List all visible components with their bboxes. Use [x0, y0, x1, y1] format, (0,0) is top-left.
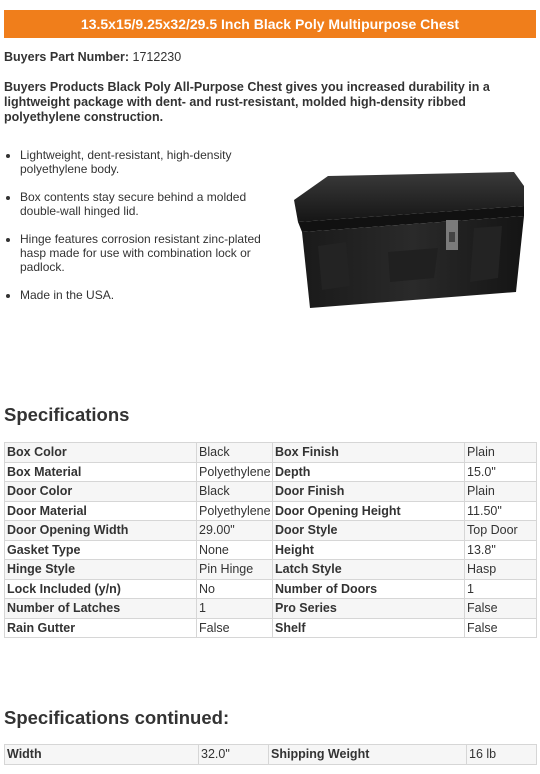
- spec-label: Door Color: [5, 482, 197, 502]
- spec-label: Shipping Weight: [269, 745, 467, 765]
- spec-value: Plain: [465, 443, 537, 463]
- table-row: [5, 560, 537, 580]
- spec-value: 32.0": [199, 745, 269, 765]
- spec-label: Depth: [273, 462, 465, 482]
- spec-label: Lock Included (y/n): [5, 579, 197, 599]
- spec-value: 11.50": [465, 501, 537, 521]
- feature-item: • Hinge features corrosion resistant zinc-plated hasp made for use with combination lock or padlock.: [20, 232, 280, 274]
- product-title: 13.5x15/9.25x32/29.5 Inch Black Poly Multipurpose Chest: [80, 16, 460, 32]
- spec-value: Hasp: [465, 560, 537, 580]
- spec-value: False: [197, 618, 273, 638]
- spec-label: Door Opening Width: [5, 521, 197, 541]
- spec-value: 1: [465, 579, 537, 599]
- table-row: [5, 599, 537, 619]
- spec-label: Gasket Type: [5, 540, 197, 560]
- table-row: [5, 482, 537, 502]
- spec-label: Box Finish: [273, 443, 465, 463]
- spec-label: Number of Doors: [273, 579, 465, 599]
- spec-label: Door Material: [5, 501, 197, 521]
- feature-list: [4, 148, 280, 316]
- spec-label: Box Material: [5, 462, 197, 482]
- spec-value: 16 lb: [467, 745, 537, 765]
- spec-value: None: [197, 540, 273, 560]
- spec-value: Pin Hinge: [197, 560, 273, 580]
- feature-item: • Made in the USA.: [20, 288, 280, 302]
- spec-label: Pro Series: [273, 599, 465, 619]
- spec-value: Plain: [465, 482, 537, 502]
- specifications-continued-heading: Specifications continued:: [4, 707, 230, 728]
- table-row: [5, 462, 537, 482]
- spec-value: Black: [197, 443, 273, 463]
- spec-value: False: [465, 618, 537, 638]
- spec-label: Door Opening Height: [273, 501, 465, 521]
- spec-value: Black: [197, 482, 273, 502]
- spec-value: No: [197, 579, 273, 599]
- table-row: [5, 443, 537, 463]
- spec-label: Width: [5, 745, 199, 765]
- spec-label: Hinge Style: [5, 560, 197, 580]
- spec-label: Box Color: [5, 443, 197, 463]
- spec-value: Polyethylene: [197, 462, 273, 482]
- table-row: [5, 618, 537, 638]
- product-image: [288, 166, 528, 316]
- part-number-label: Buyers Part Number:: [4, 50, 130, 64]
- spec-label: Door Finish: [273, 482, 465, 502]
- product-description: Buyers Products Black Poly All-Purpose Chest gives you increased durability in a lightweight package with dent- and rust-resistant, molded high-density ribbed polyethylene construction.: [4, 80, 490, 124]
- spec-label: Height: [273, 540, 465, 560]
- specifications-heading: Specifications: [4, 404, 130, 425]
- spec-value: 1: [197, 599, 273, 619]
- spec-value: 15.0": [465, 462, 537, 482]
- table-row: [5, 745, 537, 765]
- spec-value: 13.8": [465, 540, 537, 560]
- spec-value: Top Door: [465, 521, 537, 541]
- spec-value: False: [465, 599, 537, 619]
- feature-item: • Lightweight, dent-resistant, high-density polyethylene body.: [20, 148, 280, 176]
- table-row: [5, 521, 537, 541]
- part-number-line: [4, 50, 181, 64]
- spec-label: Rain Gutter: [5, 618, 197, 638]
- specifications-table: [4, 442, 537, 638]
- spec-value: 29.00": [197, 521, 273, 541]
- table-row: [5, 501, 537, 521]
- spec-value: Polyethylene: [197, 501, 273, 521]
- table-row: [5, 579, 537, 599]
- table-row: [5, 540, 537, 560]
- spec-label: Door Style: [273, 521, 465, 541]
- product-title-bar: [4, 10, 536, 38]
- spec-label: Shelf: [273, 618, 465, 638]
- spec-label: Number of Latches: [5, 599, 197, 619]
- spec-label: Latch Style: [273, 560, 465, 580]
- specifications-continued-table: [4, 744, 537, 765]
- feature-item: • Box contents stay secure behind a molded double-wall hinged lid.: [20, 190, 280, 218]
- part-number-value: 1712230: [132, 50, 182, 64]
